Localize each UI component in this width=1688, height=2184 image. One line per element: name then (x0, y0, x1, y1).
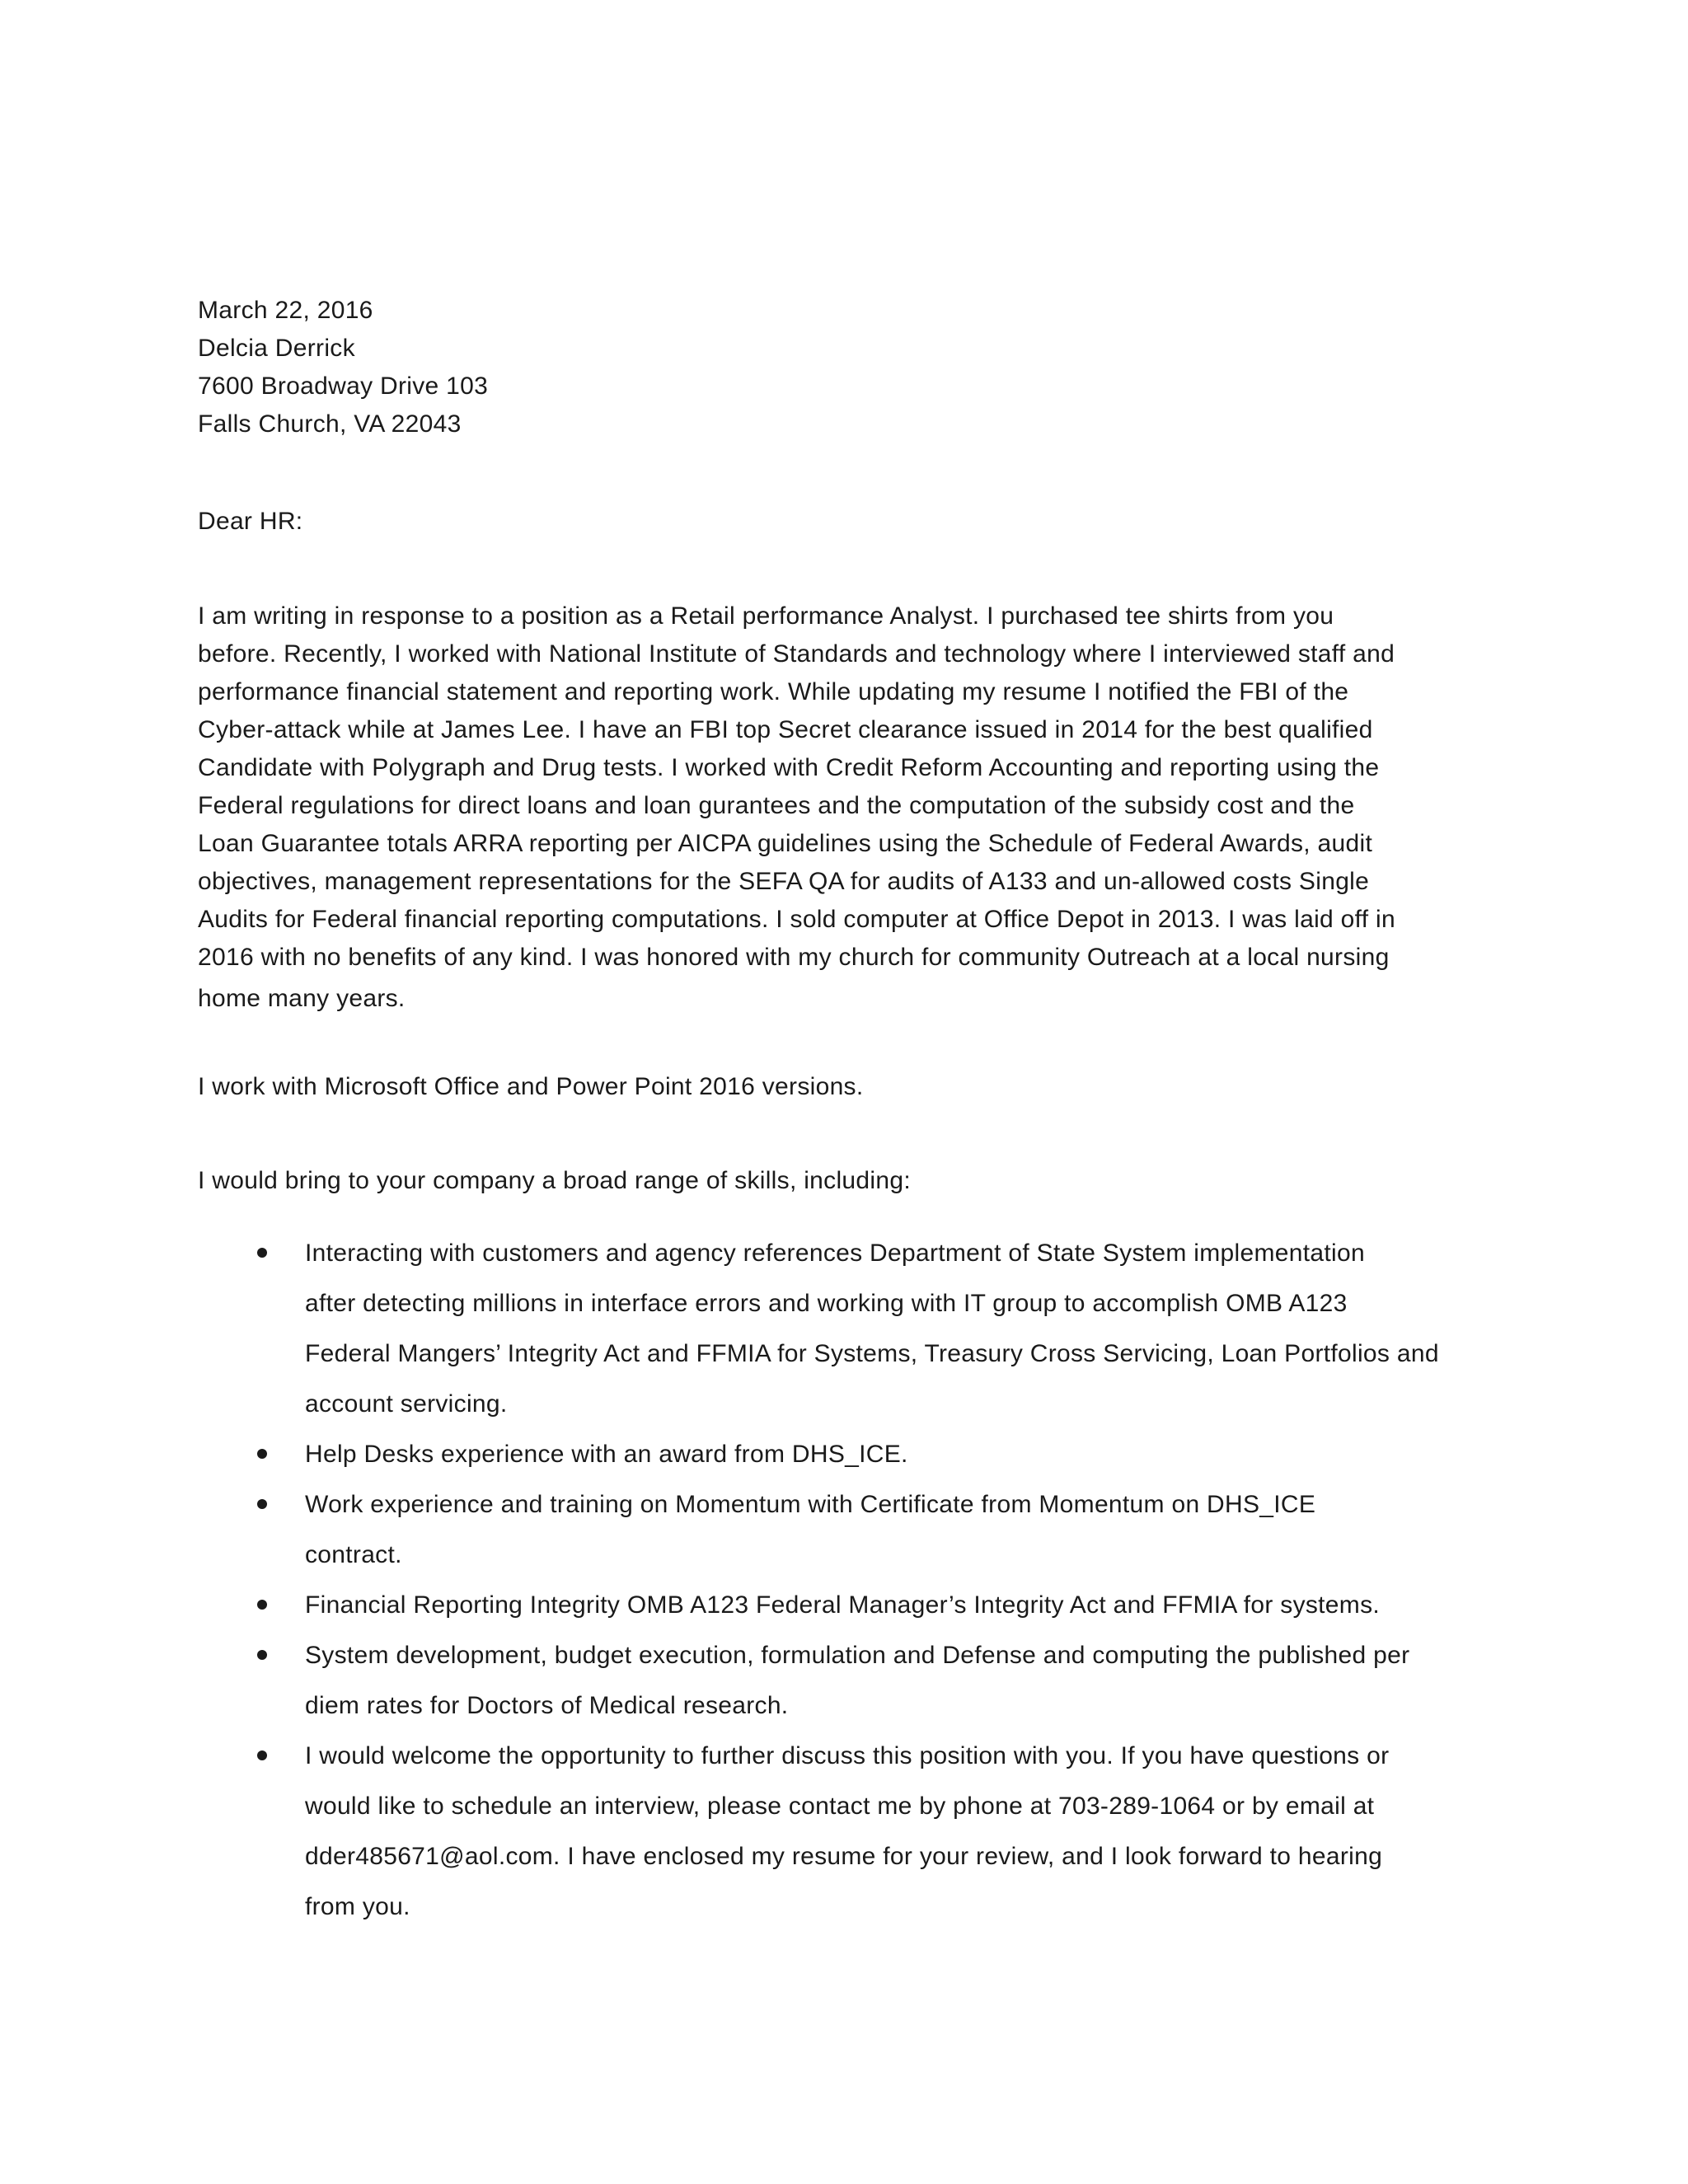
bullet-line: System development, budget execution, formulation and Defense and computing the published per (305, 1642, 1410, 1669)
list-item (198, 1630, 1484, 1731)
list-item (198, 1731, 1484, 1932)
body-line: objectives, management representations for the SEFA QA for audits of A133 and un-allowed costs Single (198, 868, 1370, 895)
bullet-line: account servicing. (305, 1390, 508, 1418)
bullet-line: after detecting millions in interface errors and working with IT group to accomplish OMB A123 (305, 1290, 1348, 1317)
sender-block (198, 292, 488, 443)
body-line: Candidate with Polygraph and Drug tests. I worked with Credit Reform Accounting and reporting using the (198, 754, 1380, 781)
bullet-line: I would welcome the opportunity to further discuss this position with you. If you have questions or (305, 1742, 1390, 1769)
body-line: Audits for Federal financial reporting computations. I sold computer at Office Depot in 2013. I was laid off in (198, 906, 1395, 933)
skills-intro-line: I would bring to your company a broad range of skills, including: (198, 1167, 911, 1194)
bullet-icon (257, 1650, 267, 1660)
bullet-line: Interacting with customers and agency references Department of State System implementation (305, 1240, 1365, 1267)
body-line: performance financial statement and reporting work. While updating my resume I notified the FBI of the (198, 678, 1349, 705)
sender-name: Delcia Derrick (198, 335, 355, 362)
bullet-line: Financial Reporting Integrity OMB A123 Federal Manager’s Integrity Act and FFMIA for systems. (305, 1591, 1381, 1619)
body-line: before. Recently, I worked with National Institute of Standards and technology where I interviewed staff and (198, 640, 1395, 668)
list-item (198, 1479, 1484, 1580)
body-paragraph (198, 598, 1395, 1021)
bullet-line: would like to schedule an interview, please contact me by phone at 703-289-1064 or by email at (305, 1793, 1375, 1820)
software-line: I work with Microsoft Office and Power Point 2016 versions. (198, 1073, 864, 1100)
bullet-line: contract. (305, 1541, 402, 1568)
skills-intro (198, 1162, 911, 1200)
software-paragraph (198, 1068, 864, 1106)
bullet-line: Work experience and training on Momentum with Certificate from Momentum on DHS_ICE (305, 1491, 1316, 1518)
salutation (198, 503, 302, 541)
bullet-icon (257, 1600, 267, 1610)
salutation-text: Dear HR: (198, 508, 303, 535)
list-item (198, 1429, 1484, 1479)
body-line: 2016 with no benefits of any kind. I was honored with my church for community Outreach at a local nursing (198, 944, 1390, 971)
bullet-line: diem rates for Doctors of Medical research. (305, 1692, 789, 1719)
sender-city: Falls Church, VA 22043 (198, 410, 462, 438)
body-line: home many years. (198, 985, 406, 1012)
body-line: Cyber-attack while at James Lee. I have an FBI top Secret clearance issued in 2014 for the best qualified (198, 716, 1373, 743)
bullet-icon (257, 1750, 267, 1760)
bullet-icon (257, 1248, 267, 1258)
bullet-icon (257, 1449, 267, 1459)
letter-date: March 22, 2016 (198, 297, 373, 324)
list-item (198, 1580, 1484, 1630)
body-line: Loan Guarantee totals ARRA reporting per AICPA guidelines using the Schedule of Federal Awards, audit (198, 830, 1373, 857)
body-line: Federal regulations for direct loans and loan gurantees and the computation of the subsidy cost and the (198, 792, 1355, 819)
sender-street: 7600 Broadway Drive 103 (198, 373, 489, 400)
bullet-icon (257, 1499, 267, 1509)
skills-list (198, 1228, 1484, 1932)
bullet-line: Federal Mangers’ Integrity Act and FFMIA for Systems, Treasury Cross Servicing, Loan Portfolios and (305, 1340, 1439, 1367)
body-line: I am writing in response to a position as a Retail performance Analyst. I purchased tee shirts from you (198, 602, 1334, 630)
bullet-line: Help Desks experience with an award from DHS_ICE. (305, 1441, 908, 1468)
list-item (198, 1228, 1484, 1429)
bullet-line: dder485671@aol.com. I have enclosed my resume for your review, and I look forward to hearing (305, 1843, 1383, 1870)
bullet-line: from you. (305, 1893, 410, 1920)
